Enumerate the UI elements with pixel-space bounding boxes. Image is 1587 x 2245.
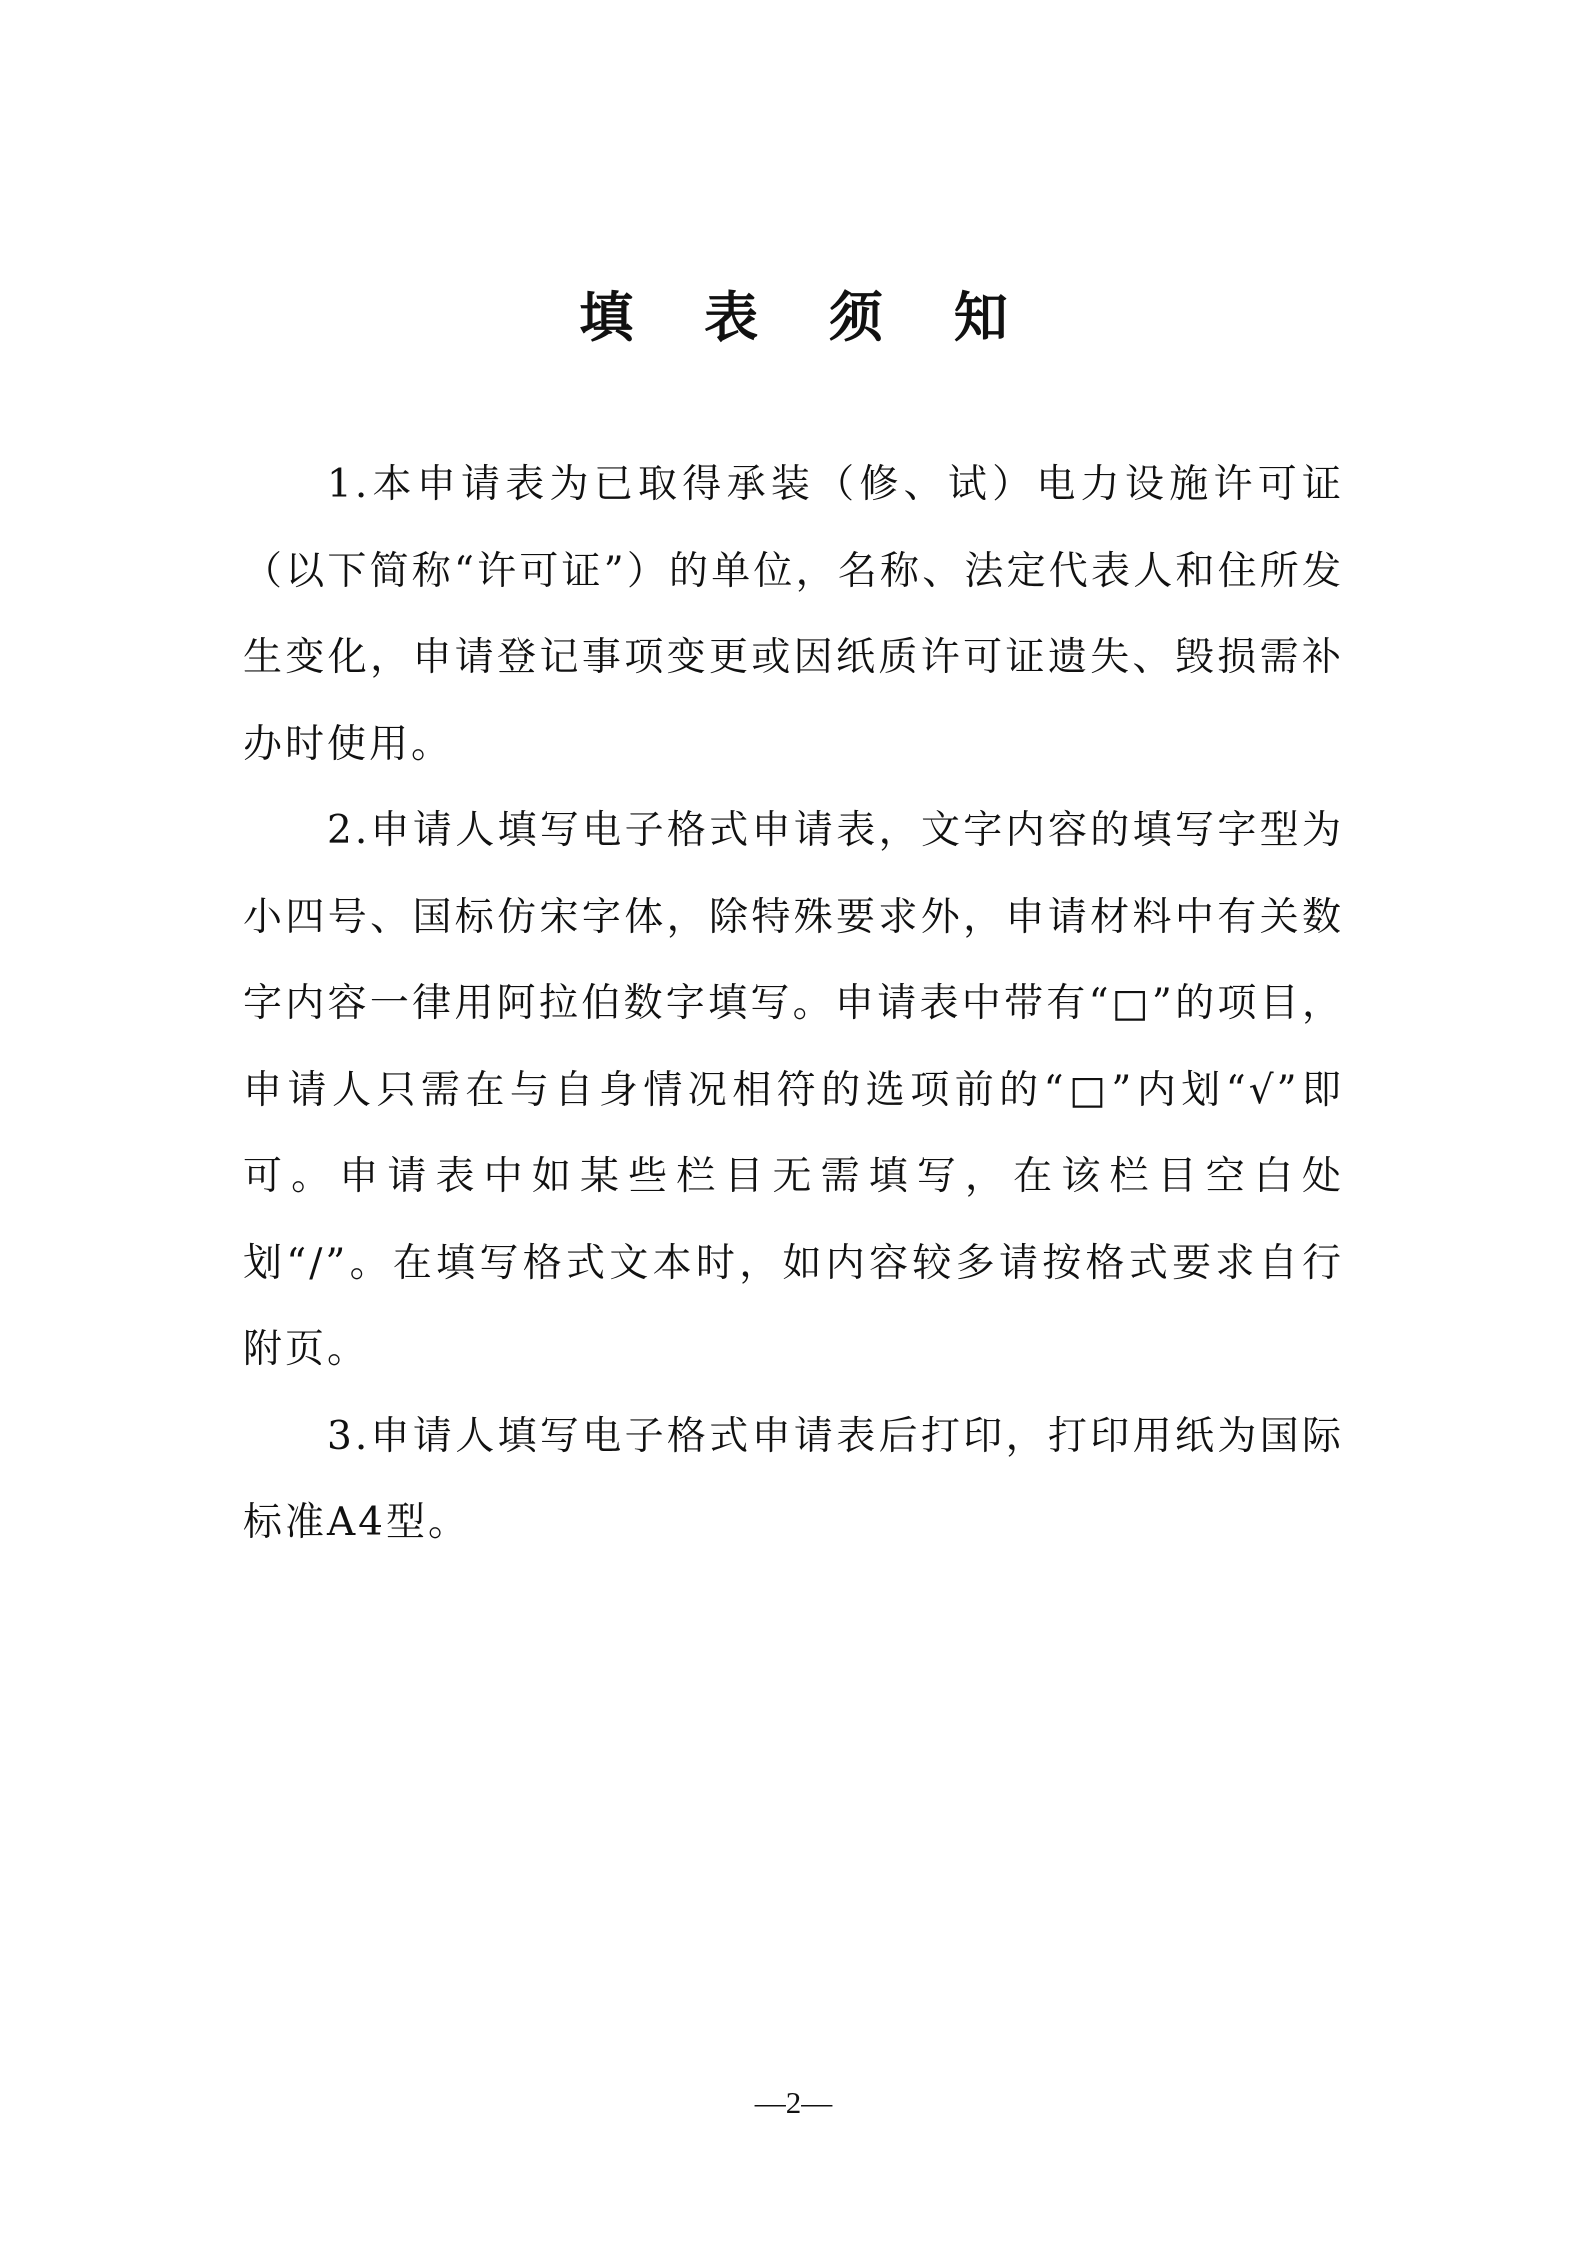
page-title: 填 表 须 知: [579, 286, 1034, 349]
instructions-body: [243, 442, 1344, 1567]
instruction-paragraph-3: 3.申请人填写电子格式申请表后打印，打印用纸为国际标准A4型。: [243, 1413, 1344, 1545]
instruction-paragraph-1: 1.本申请表为已取得承装（修、试）电力设施许可证（以下简称“许可证”）的单位，名称、法定代表人和住所发生变化，申请登记事项变更或因纸质许可证遗失、毁损需补办时使用。: [243, 462, 1344, 767]
page-number: —2—: [754, 2085, 833, 2120]
instruction-paragraph-2: 2.申请人填写电子格式申请表，文字内容的填写字型为小四号、国标仿宋字体，除特殊要求外，申请材料中有关数字内容一律用阿拉伯数字填写。申请表中带有“□”的项目，申请人只需在与自身情况相符的选项前的“□”内划“√”即可。申请表中如某些栏目无需填写，在该栏目空白处划“/”。在填写格式文本时，如内容较多请按格式要求自行附页。: [243, 808, 1344, 1372]
